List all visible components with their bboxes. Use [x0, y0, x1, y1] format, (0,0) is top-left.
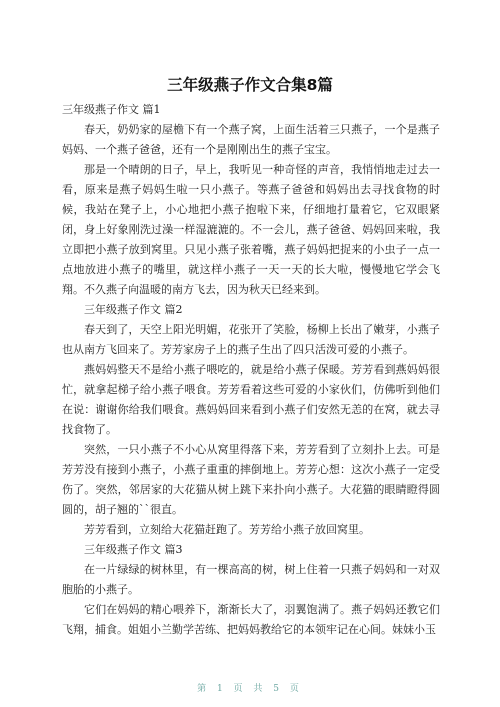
document-body: [62, 100, 440, 640]
paragraph: 它们在妈妈的精心喂养下，渐渐长大了，羽翼饱满了。燕子妈妈还教它们飞翔，捕食。姐姐小兰勤学苦练、把妈妈教给它的本领牢记在心间。妹妹小玉: [62, 603, 440, 636]
paragraph: 突然，一只小燕子不小心从窝里得落下来，芳芳看到了立刻扑上去。可是芳芳没有接到小燕子，小燕子重重的摔倒地上。芳芳心想：这次小燕子一定受伤了。突然，邻居家的大花猫从树上跳下来扑向小燕子。大花猫的眼睛瞪得圆圆的，胡子翘的``很直。: [62, 443, 440, 516]
paragraph: 那是一个晴朗的日子，早上，我听见一种奇怪的声音，我悄悄地走过去一看，原来是燕子妈妈生啦一只小燕子。等燕子爸爸和妈妈出去寻找食物的时候，我站在凳子上，小心地把小燕子抱啦下来，仔细地打量着它，它双眼紧闭，身上好象刚洗过澡一样湿漉漉的。不一会儿，燕子爸爸、妈妈回来啦，我立即把小燕子放到窝里。只见小燕子张着嘴，燕子妈妈把捉来的小虫子一点一点地放进小燕子的嘴里，就这样小燕子一天一天的长大啦，慢慢地它学会飞翔。不久燕子向温暖的南方飞去，因为秋天已经来到。: [62, 163, 440, 296]
section-heading-3: 三年级燕子作文 篇3: [84, 543, 183, 556]
paragraph: 芳芳看到，立刻给大花猫赶跑了。芳芳给小燕子放回窝里。: [84, 523, 370, 536]
paragraph: 春天，奶奶家的屋檐下有一个燕子窝，上面生活着三只燕子，一个是燕子妈妈、一个燕子爸爸，还有一个是刚刚出生的燕子宝宝。: [62, 123, 440, 156]
section-heading-1: 三年级燕子作文 篇1: [62, 103, 161, 116]
paragraph: 春天到了，天空上阳光明媚，花张开了笑脸，杨柳上长出了嫩芽，小燕子也从南方飞回来了。芳芳家房子上的燕子生出了四只活泼可爱的小燕子。: [62, 323, 440, 356]
page-indicator: 第 1 页 共 5 页: [197, 684, 303, 694]
section-heading-2: 三年级燕子作文 篇2: [84, 303, 183, 316]
paragraph: 在一片绿绿的树林里，有一棵高高的树，树上住着一只燕子妈妈和一对双胞胎的小燕子。: [62, 563, 440, 596]
paragraph: 燕妈妈整天不是给小燕子喂吃的，就是给小燕子保暖。芳芳看到燕妈妈很忙，就拿起梯子给小燕子喂食。芳芳看着这些可爱的小家伙们，仿佛听到他们在说：谢谢你给我们喂食。燕妈妈回来看到小燕子们安然无恙的在窝，就去寻找食物了。: [62, 363, 440, 436]
document-title: 三年级燕子作文合集8篇: [167, 76, 333, 94]
